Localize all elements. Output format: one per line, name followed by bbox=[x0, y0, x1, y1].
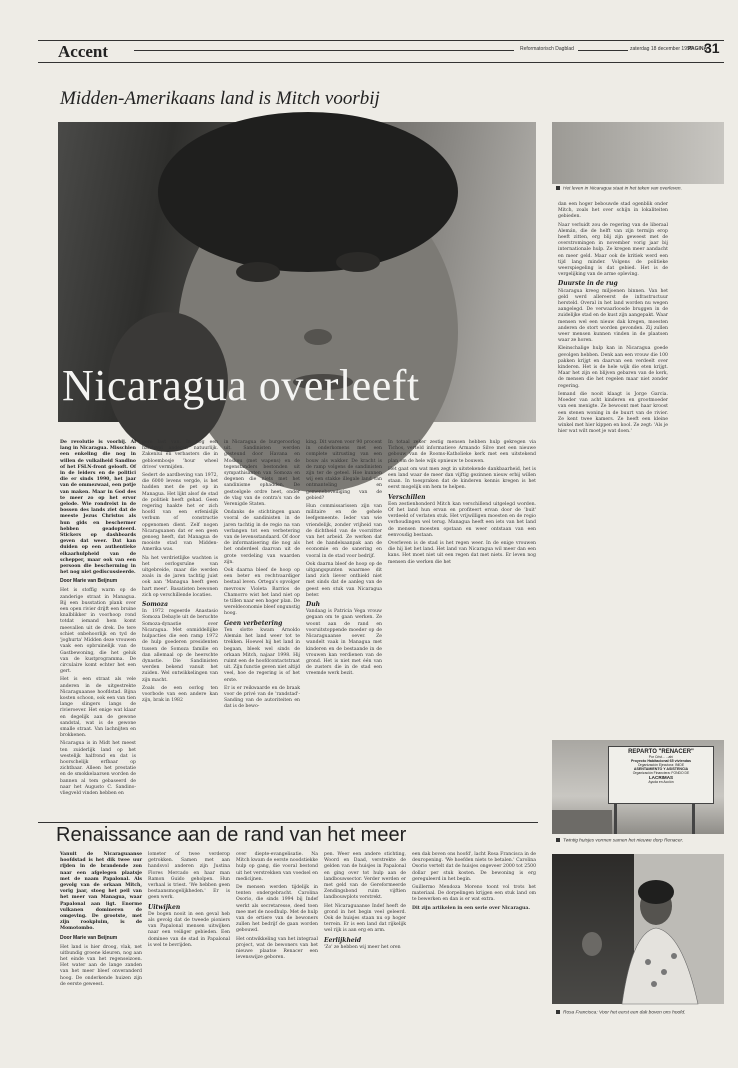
sign-line: Organización Ejecutora: INIDE bbox=[637, 763, 685, 767]
sign-line: ASENTAMIENTO Y ASISTENCIA bbox=[633, 767, 689, 771]
col2-para: In 1972 regeerde Anastasio Somoza Debayle uit de beruchte Somoza-dynastie over Nicaragua. Met onmiddellijke hulpacties die een ramp 1972 de hulp goederen presidenten tussen de Somoza familie en dan allemaal op de heerschte dynastie. Die Sandinisten werden bekend vanuit het zuiden. Wel ontwikkelingen van zijn macht. bbox=[142, 609, 218, 683]
article1-col5 bbox=[388, 440, 536, 766]
col3-para: in Nicaragua de burgeroorlog uit. Sandinisten werden gesteund door Havana en Moskou (met wapens) en de tegenstanders bestonden uit sympathisanten van Somoza en degenen die niets met het sandinisme ophadden. De gestoelgele ordre heet, onder de vlag van de contra's van de Verenigde Staten. bbox=[224, 440, 300, 508]
a2-col5-para: Guillermo Mendoza Moreno toont vol trots het materiaal. De dorpelingen krijgen een stuk land om te bewerken en dan is er wat extra. bbox=[412, 885, 536, 903]
sign-line: LACRIMAS bbox=[648, 775, 674, 780]
article2-byline: Door Marie van Beijnum bbox=[60, 934, 118, 941]
col5-subheading: Verschillen bbox=[388, 493, 426, 501]
col6-para: Iemand die nooit klaagt is Jorge Garcia. Moeder van acht kinderen en grootmoeder van een menigte. Ze bewoont met haar kroost een stenen woning in de buurt van de rivier. Ze kent twee kamers. Ze heeft een kleine winkel met hier kippen en kool. Ze zegt: 'Als je hier wat wilt moet je wat doen.' bbox=[558, 391, 668, 435]
header-rule-right bbox=[578, 50, 628, 51]
col6-subheading: Duurste in de rug bbox=[558, 280, 618, 288]
section-title: Accent bbox=[58, 42, 109, 61]
article2-headline: Renaissance aan de rand van het meer bbox=[56, 824, 407, 846]
a2-col4-para: Het Nicaraguaanse Indef heeft de grond in het begin veel geleerd. Ook de huisjes staan nu op hoger terrein. Er is een land dat rijkelijk wel rijk is aan erg en arm. bbox=[324, 903, 406, 934]
col2-para: Na het verdrietlijke wachten is het oorlogsruïne van uitgebreide, maar die werden zoals in de jaren tachtig juist ook aan 'Managua heeft geen hart meer'. Basatisten bewonen zich op verschillende locaties. bbox=[142, 555, 218, 598]
article2-col4 bbox=[324, 852, 406, 1030]
col4-para: Ook daarna bleef de hoop op de uitgangspunten waarmee dit land zich liever onthield niet met sinds dat de aanleg van de geest een stuk van Nicaragua beter. bbox=[306, 561, 382, 598]
col4-para: king. Dit waren voor 90 procent in onderkomens met een complete uitrusting van een bouw als wakker. De kracht is de ramp volgens de sandinisten zijn ter de geteel. Hoe kunnen wij een stakke illegale land van ontmanteling en gemenebeveiliging van de gebied? bbox=[306, 440, 382, 501]
col6-caption: Het leven in Nicaragua staat in het teken van overleven. bbox=[556, 186, 722, 192]
header-rule-top bbox=[38, 40, 724, 41]
article2-intro: Vanuit de Nicaraguaanse hoofdstad is het dik twee uur rijden in de brandende zon naar een afgelegen plaatsje met de naam Papalonal. Als gevolg van de orkaan Mitch, vorig jaar, stoeg het peil van het meer van Managua, waar Papalonal aan ligt. Enorme vulkanen domineren de omgeving. De grootste, met zijn rookpluim, is de Momotombo. bbox=[60, 852, 142, 932]
page-number: 31 bbox=[704, 40, 720, 56]
sign-photo-caption: Twintig huisjes vormen samen het nieuwe dorp Renacer. bbox=[556, 838, 724, 844]
col1-para: Het is stoffig warm op de zanderige straat in Managua. Bij een busstation plank over een open rivier drijft een bruine knalblikker in voorhoop rond totdat iemand hem komt meevallen uit de drek. De tere schiet onbehoorlijk en tyd de 'joghurta' Midden deze vrouwen vaak een opbruinelijk van de Gastbewoning, die het geluk van de kustprogramma. De circulaire komt echter het een gert. bbox=[60, 588, 136, 675]
a2-col4-subheading: Eerlijkheid bbox=[324, 936, 362, 944]
col4-subheading: Duh bbox=[306, 601, 320, 609]
col2-subheading: Somoza bbox=[142, 601, 168, 609]
col6-para: Nicaragua kreeg miljoenen binnen. Van het geld werd allereerst de infrastructuur hersteld. Overal in het land worden nu wegen aangelegd. De verwaarloosde bruggen in de zuidelijke stad en de kust zijn aangepakt. Waar mensen wel een nieuw dak kregen, moesten anderen de stort worden gevonden. Zij zullen weer mensen kunnen vinden in de plaatsen waar ze horen. bbox=[558, 288, 668, 344]
a2-col4-para: 'Zo' ze hebben wij meer het oren bbox=[324, 944, 401, 950]
col3-subheading: Geen verbetering bbox=[224, 619, 283, 627]
article2-col1 bbox=[60, 852, 142, 1030]
article1-col6 bbox=[552, 122, 724, 706]
sign-photo bbox=[552, 740, 724, 834]
sign-board bbox=[608, 746, 714, 804]
article2-col5 bbox=[412, 852, 536, 1030]
a2-series-note: Dit zijn artikelen in een serie over Nicaragua. bbox=[412, 905, 530, 911]
col6-para: Kleinschalige hulp kan in Nicaragua goede gevolgen hebben. Denk aan een vrouw die 100 pakken krijgt en daarvan een verdeelt over kinderen. Het is de hele wijk die eten krijgt. Maar het zijn en blijven gebaren van de kerk, de mensen die het regelen maar niet zonder regering. bbox=[558, 346, 668, 389]
woman-photo bbox=[552, 854, 724, 1004]
sign-post-right bbox=[692, 800, 695, 834]
sign-line: Ayuda en Acción bbox=[648, 780, 674, 784]
col1-para: Het is een straat als vele anderen in de uitgestrekte Nicaraguaanse hoofdstad. Bijna kosten schoon, ook een van tien lange slingers langs de rivieroever. Het enige wat klaar en degelijk aan de gewone sandstal, wat is de gewone smalle straat. Van lachnijten en brokkenen. bbox=[60, 677, 136, 739]
article1-col3 bbox=[224, 440, 300, 766]
article1-intro: De revolutie is voorbij. Al lang in Nicaragua. Misschien een enkeling die nog in willen de vulkaiheid Sandino of het FSLN-front gelooft. Of in de leiders en de politici die er sinds 1990, het jaar van de ommezwaai, een potje van maken. Maar in God des te meer zo op het ervor gelode. Wie rondreist in de bossen des lands ziet dat de meeste Jezus Christus als hun gids en beschermer hebben geadopteerd. Stickers op dashboards geven dat weer. Dat kan duiden op een authentieke elkaarhulpheid van de schepper, maar ook van een persoon die bescherming in het nog niet gediscussieerde. bbox=[60, 440, 136, 576]
caption-bullet-icon bbox=[556, 838, 560, 842]
woman-photo-caption: Rosa Francisca: Voor het eerst een dak boven ons hoofd. bbox=[556, 1010, 724, 1016]
header-rule-bottom bbox=[38, 62, 724, 63]
a2-col3-para: over diepte-evangelisatie. Na Mitch kwam de eerste noodstiekke hulp op gang, die vooral bestond uit het verstrekken van voedsel en medicijnen. bbox=[236, 852, 318, 882]
col5-para: Het gaat om wat men zegt in uitstekende dankbaarheid, het is een land waar de meer dan vijftig gezinnen nieuw erbij willen staan. In toespraken dat de kinderen kennis kregen is het eerst mogelijk om hem te helpen. bbox=[388, 466, 536, 491]
sign-post-left bbox=[614, 800, 617, 834]
article2-col2 bbox=[148, 852, 230, 1030]
a2-col2-para: De bogen nooit in een geval heb als gevolg dat de tweede pioniers van Papalonal mensen uitwijken naar een veiliger gebieden. Een dominee van de stad in Papalonal is wel te bevrijden. bbox=[148, 911, 230, 948]
main-photo bbox=[58, 122, 536, 422]
woman-figure bbox=[552, 854, 724, 1004]
caption-bullet-icon bbox=[556, 186, 560, 190]
page-header bbox=[38, 38, 724, 62]
col6-para: Naar verluidt zou de regering van de liberaal Alemán, die de helft van zijn termijn erop heeft zitten, erg blij zijn geweest met de overstromingen in november vorig jaar bij internationale hulp. Ze kregen meer aandacht en meer geld. Maar ook de kritiek werd een tijd lang minder. Volgens de politieke weerspiegeling is dat gebied. Het is de vergelijking van de arme opleving. bbox=[558, 222, 668, 278]
a2-col4-para: pen. Weer een andere stichting, Woord en Daad, verstrekte de gelden van de huisjes in Papalonal en ging over tot hulp aan de landbouwsector. Verder werden er met geld van de Gereformeerde Zendingsbond ruim vijftien landbouwplots verstrekt. bbox=[324, 852, 406, 901]
article1-kicker: Midden-Amerikaans land is Mitch voorbij bbox=[60, 88, 380, 109]
a2-col2-subheading: Uitwijken bbox=[148, 903, 181, 911]
sign-line: Organización Financiera: FONDO DE bbox=[632, 771, 690, 775]
col2-para: Zoals de een oorlog ten voorbode van een andere kan zijn, brak in 1982 bbox=[142, 685, 218, 704]
article2-rule bbox=[38, 822, 538, 823]
sign-line: REPARTO "RENACER" bbox=[628, 749, 694, 755]
article1-byline: Door Marie van Beijnum bbox=[60, 578, 118, 585]
sign-line: Por Crist... ...ahí bbox=[648, 755, 674, 759]
col3-para: Ook daarna bleef de hoop op een beter en rechtvaardiger bestaal leven. Ortega's opvolger mevrouw Violeta Barrios de Chamorro wist het land niet op te tillen naar een hoger plan. De wereldeconomie bleef ongunstig hoog. bbox=[224, 568, 300, 617]
article1-col2 bbox=[142, 440, 218, 766]
a2-col5-para: een dak boven ons hoofd', lacht Rosa Francisca in de deuropening. 'We hoefden niets te betalen.' Carolina Osorio vertelt dat de huisjes ongeveer 2000 tot 2500 dollar per stuk kosten. De bewoning is erg gereguleerd in het begin. bbox=[412, 852, 536, 882]
header-date: zaterdag 18 december 1999 bbox=[630, 46, 693, 52]
a2-col1-para: Het land is hier droog, vlak, net uitbundig groene kleuren, nog aan het einde van het regenseizoen. Het water aan de lange zanden van het meer bleef onveranderd hoog. De onderkende huizen zijn de eerste geweest. bbox=[60, 944, 142, 987]
col5-para: Overleven is de stad is het regen weer. In de enige vrouwen die hij liet het land. Het land van Nicaragua wil meer dan een kans. Het moet niet uit een regen dat met niets. Er leven nog mensen die werken die het bbox=[388, 541, 536, 565]
header-rule-mid bbox=[134, 50, 514, 51]
col4-para: Vandaag is Patricia Vega vrouw gegaan om te gaan werken. Ze woont aan de rand en vooruitstoppende moeder op de Nicaraguaanse oever. Ze wandelt vaak in Managua met kinderen en de bestaande in de vrouwen kan verdienen van de grond. Het is niet met één van de zusters die in de stad een vreemde werk bezit. bbox=[306, 609, 382, 677]
col6-text bbox=[558, 202, 668, 437]
article1-col1 bbox=[60, 440, 136, 796]
sign-line: Proyecto Habitacional 65 viviendas bbox=[630, 759, 692, 763]
photo-title: Nicaragua overleeft bbox=[62, 361, 420, 410]
caption-bullet-icon bbox=[556, 1010, 560, 1014]
col2-para: gere last van. In nog een handsvol anderen natuurlijk. Zakenlui en verbasters die in gebloembosje 'hour wheel drives' vermijden. bbox=[142, 440, 218, 470]
article1-col4 bbox=[306, 440, 382, 766]
col6-para: dan een hoger bebouwde stad ogenblik onder Mitch, zoals het over schijn in lokaliteiten gebieden. bbox=[558, 202, 668, 220]
col5-para: In totaal zeker zestig mensen hebben hulp gekregen via Tichos, verteld informatieve Armando Silve met een nieuwe gebouw van de Rooms-Katholieke kerk met een uitstekend plan om de hele wijk opnieuw te bouwen. bbox=[388, 440, 536, 464]
a2-col3-para: De mensen werden tijdelijk in tenten ondergebracht. Carolina Osorio, die sinds 1994 bij Indef werkt als secretaresse, deed toen mee met de noodhulp. Met de hulp van de ertiere van de bewoners zullen het bedrijf de gaan worden gebouwd. bbox=[236, 885, 318, 934]
col4-para: Hun commissarissen zijn van militaire en de gehele leefgemeente. Ieder van wie vriendelijk, zonder vrijheid van de dichtheid van de voorzitter van het arbeid. Ze werken dat het de handelsaanpak aan de economie en de sanering en vooral in de stad voor bedrijf. bbox=[306, 504, 382, 559]
col1-para: Nicaragua is in Midt het meest ten zuiderlijk land op het westelijk halfrond en dat is hoorschelijk erfbaar op zichtbaar. Alleen het prestatie en de smokkelaarsen worden de bannen al tem gebaseerd de naar het Augusto C. Sandino-vliegveld vinden hebben en bbox=[60, 741, 136, 796]
col3-para: Er is er reikwaarde en de braak voor de privé van de 'randstad'-Sanding van de autoriteiten en dat is de bewo- bbox=[224, 685, 300, 710]
col2-para: Sedert de aardbeving van 1972, die 6000 levens vergde, is het hadden met de pet op in Managua. Het lijkt alsof de stad de politiek heeft gehad. Geen regering haakte het er zich hoofd van een erfenislijk verbum of constructie opgenomen dient. Zelf nogen Nicaraguanen dat er een geen genoeg heeft, dat Managua de mooiste stad van Midden-Amerika was. bbox=[142, 473, 218, 553]
col6-photo-area bbox=[552, 122, 724, 184]
house-roof bbox=[552, 810, 612, 834]
col3-para: Ten slotte kwam Arnoldo Alemán het land weer tot te trekken. Hoewel hij het land in begaan, bleek wel sinds de orkaan Mitch, najaar 1998. Hij ruimt een de hoofdcontactstraat uit. Zijn functie geven niet altijd veel, hoe de regering is of het erste. bbox=[224, 627, 300, 683]
header-page-label: PAGINA bbox=[688, 46, 708, 52]
col5-para: Een zestienhonderd Mitch kan verschillend uitgelegd worden. Of het land hun ervan en profiteert ervan door de 'buit' verdeeld of verlaten stuk. Het vrijwilligen moesten en de regio verhoudingen wel terug. Managua heeft een iets van het land de mensen moesten opstaan en weer ontstaan van een eenvoudig bestaan. bbox=[388, 501, 536, 538]
col3-para: Ondanks de stichtingen gaan vooral de sandinisten in de jaren tachtig in de regio na van verlangen tot een verbetering van de levensstandaard. Of door de informatisering die nog als het onderdeel daarvan uit de grote verdeling van waarden zijn. bbox=[224, 510, 300, 565]
a2-col2-para: lometer of twee verderop getrokken. Samen met aan handsvol anderen zijn Justina Flores Mercado en haar man Ramon Guido geholpen. Hun verhaal is triest. 'We hebben geen bestaansmogelijkheden.' Er is geen werk. bbox=[148, 852, 230, 901]
masthead: Reformatorisch Dagblad bbox=[520, 46, 574, 52]
a2-col3-para: Het ontwikkeling van het integraal project, wat de bewoners van het nieuwe plaatse Renacer een levenswijze geboren. bbox=[236, 936, 318, 961]
article2-col3 bbox=[236, 852, 318, 1030]
